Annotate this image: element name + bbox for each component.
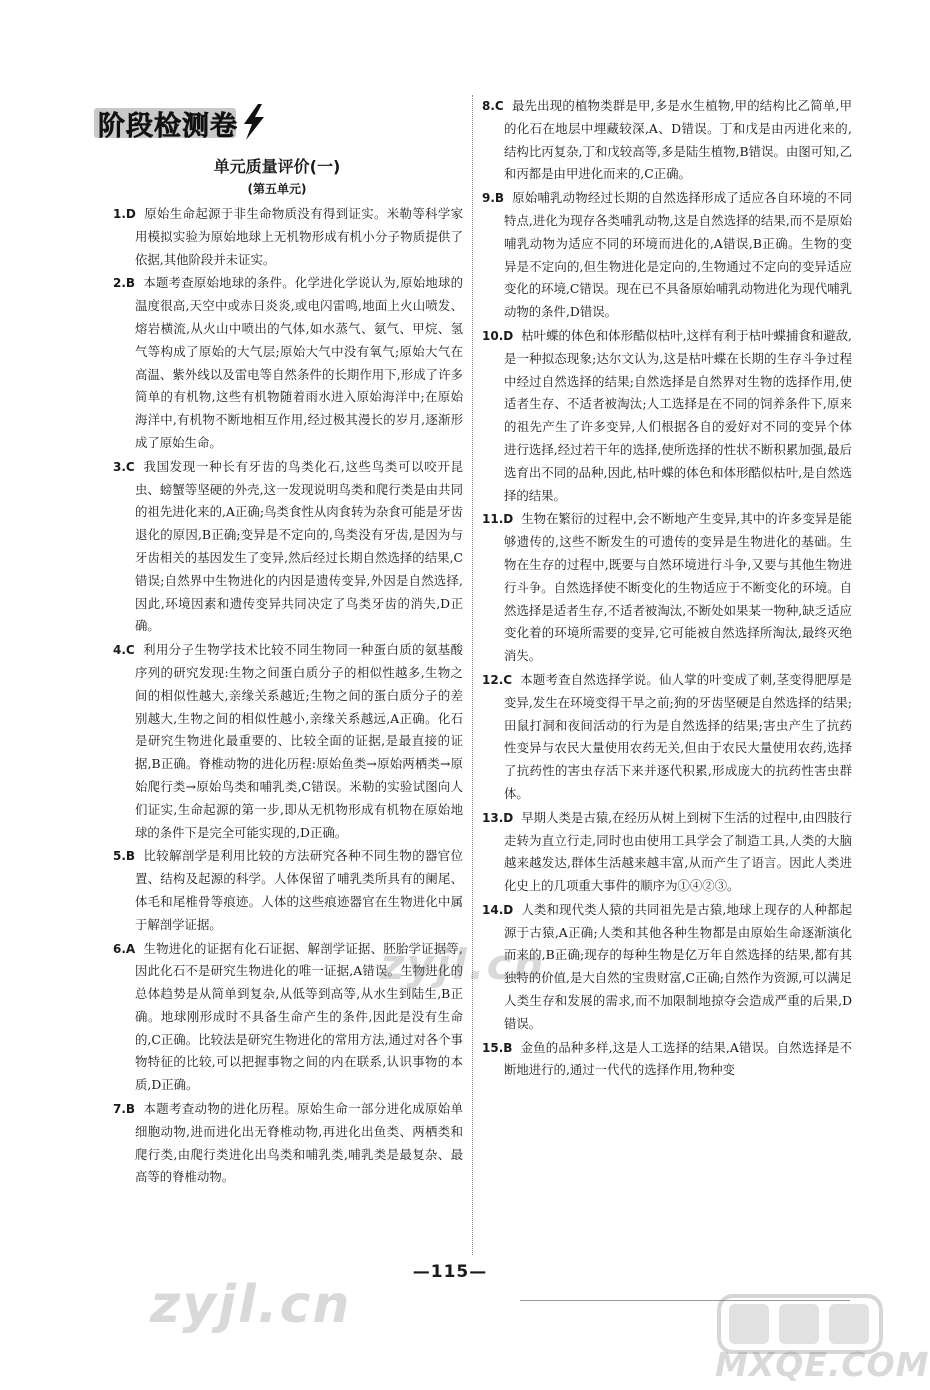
answer-item [113, 1098, 463, 1189]
answer-letter: D [503, 810, 514, 825]
section-header [92, 100, 272, 146]
watermark-mid: zyjl.cn [380, 940, 546, 989]
explanation-text: 最先出现的植物类群是甲,多是水生植物,甲的结构比乙简单,甲的化石在地层中埋藏较深,A、D错误。丁和戊是由丙进化来的,结构比丙复杂,丁和戊较高等,多是陆生植物,B错误。由图可知,乙和丙都是由甲进化而来的,C正确。 [504, 98, 852, 182]
answer-letter: D [503, 512, 514, 527]
answer-item [482, 669, 852, 806]
explanation-text: 生物进化的证据有化石证据、解剖学证据、胚胎学证据等,因此化石不是研究生物进化的唯一证据,A错误。生物进化的总体趋势是从简单到复杂,从低等到高等,从水生到陆生,B正确。地球刚形成时不具备生命产生的条件,因此是没有生命的,C正确。比较法是研究生物进化的常用方法,通过对各个事物特征的比较,可以把握事物之间的内在联系,认识事物的本质,D正确。 [135, 940, 463, 1093]
answer-letter: D [125, 207, 136, 221]
answer-letter: C [494, 99, 504, 113]
question-number: 6. [113, 941, 126, 956]
explanation-text: 本题考查自然选择学说。仙人掌的叶变成了刺,茎变得肥厚是变异,发生在环境变得干旱之前;狗的牙齿坚硬是自然选择的结果;田鼠打洞和夜间活动的行为是自然选择的结果;害虫产生了抗药性变异与农民大量使用农药无关,但由于农民大量使用农药,选择了抗药性的害虫存活下来并逐代积累,形成庞大的抗药性害虫群体。 [504, 671, 852, 801]
question-number: 13. [482, 810, 504, 825]
answer-item [482, 95, 852, 186]
question-number: 3. [113, 459, 126, 474]
answer-letter: C [125, 643, 135, 658]
question-number: 8. [482, 99, 495, 113]
question-number: 10. [482, 328, 504, 343]
answer-item [482, 1037, 852, 1083]
answer-letter: A [125, 941, 136, 956]
question-number: 12. [482, 672, 504, 687]
answer-item [113, 639, 463, 844]
section-subtitle: 单元质量评价(一) [213, 157, 341, 176]
explanation-text: 比较解剖学是利用比较的方法研究各种不同生物的器官位置、结构及起源的科学。人体保留了哺乳类所具有的阑尾、体毛和尾椎骨等痕迹。人体的这些痕迹器官在生物进化中属于解剖学证据。 [135, 848, 463, 932]
answer-item [482, 508, 852, 668]
explanation-text: 原始生命起源于非生命物质没有得到证实。米勒等科学家用模拟实验为原始地球上无机物形成有机小分子物质提供了依据,其他阶段并未证实。 [135, 206, 463, 267]
explanation-text: 金鱼的品种多样,这是人工选择的结果,A错误。自然选择是不断地进行的,通过一代代的选择作用,物种变 [504, 1039, 852, 1078]
question-number: 7. [113, 1102, 126, 1117]
answer-item [482, 325, 852, 507]
question-number: 15. [482, 1040, 504, 1055]
answer-item [113, 203, 463, 271]
lightning-icon [238, 104, 268, 140]
explanation-text: 人类和现代类人猿的共同祖先是古猿,地球上现存的人种都起源于古猿,A正确;人类和其他各种生物都是由原始生命逐渐演化而来的,B正确;现存的每种生物是亿万年自然选择的结果,都有其独特的价值,是大自然的宝贵财富,C正确;自然作为资源,可以满足人类生存和发展的需求,而不加限制地掠夺会造成严重的后果,D错误。 [504, 901, 852, 1031]
answer-item [482, 187, 852, 324]
watermark-url: MXQE.COM [715, 1345, 930, 1384]
answer-letter: D [503, 328, 514, 343]
explanation-text: 我国发现一种长有牙齿的鸟类化石,这些鸟类可以咬开昆虫、螃蟹等坚硬的外壳,这一发现说明鸟类和爬行类是由共同的祖先进化来的,A正确;鸟类食性从肉食转为杂食可能是牙齿退化的原因,B正确;变异是不定向的,鸟类没有牙齿,是因为与牙齿相关的基因发生了变异,然后经过长期自然选择的结果,C错误;自然界中生物进化的内因是遗传变异,外因是自然选择,因此,环境因素和遗传变异共同决定了鸟类牙齿的消失,D正确。 [135, 458, 463, 634]
question-number: 1. [113, 207, 126, 221]
answer-letter: B [503, 1040, 513, 1055]
answer-letter: C [503, 672, 513, 687]
answer-letter: B [125, 276, 136, 291]
question-number: 14. [482, 902, 504, 917]
explanation-text: 本题考查动物的进化历程。原始生命一部分进化成原始单细胞动物,进而进化出无脊椎动物,再进化出鱼类、两栖类和爬行类,由爬行类进化出鸟类和哺乳类,哺乳类是最复杂、最高等的脊椎动物。 [135, 1101, 463, 1185]
question-number: 9. [482, 191, 495, 206]
explanation-text: 早期人类是古猿,在经历从树上到树下生活的过程中,由四肢行走转为直立行走,同时也由使用工具学会了制造工具,人类的大脑越来越发达,群体生活越来越丰富,从而产生了语言。因此人类进化史上的几项重大事件的顺序为①④②③。 [504, 809, 852, 894]
question-number: 4. [113, 643, 126, 658]
page-title: 阶段检测卷 [98, 111, 238, 142]
answer-letter: D [503, 902, 514, 917]
answer-item [482, 807, 852, 898]
watermark-bottom-left: zyjl.cn [150, 1275, 352, 1335]
explanation-text: 本题考查原始地球的条件。化学进化学说认为,原始地球的温度很高,天空中或赤日炎炎,或电闪雷鸣,地面上火山喷发、熔岩横流,从火山中喷出的气体,如水蒸气、氨气、甲烷、氢气等构成了原始的大气层;原始大气中没有氧气;原始大气在高温、紫外线以及雷电等自然条件的长期作用下,形成了许多简单的有机物,这些有机物随着雨水进入原始海洋中;在原始海洋中,有机物不断地相互作用,经过极其漫长的岁月,逐渐形成了原始生命。 [135, 275, 463, 450]
explanation-text: 生物在繁衍的过程中,会不断地产生变异,其中的许多变异是能够遗传的,这些不断发生的可遗传的变异是生物进化的基础。生物在生存的过程中,既要与自然环境进行斗争,又要与其他生物进行斗争。自然选择使不断变化的生物适应于不断变化的环境。自然选择是适者生存,不适者被淘汰,不断处如果某一物种,缺乏适应变化着的环境所需要的变异,它可能被自然选择所淘汰,最终灭绝消失。 [504, 511, 852, 664]
explanation-text: 原始哺乳动物经过长期的自然选择形成了适应各自环境的不同特点,进化为现存各类哺乳动物,这是自然选择的结果,而不是原始哺乳动物为适应不同的环境而进化的,A错误,B正确。生物的变异是不定向的,但生物进化是定向的,生物通过不定向的变异适应变化的环境,C错误。现在已不具备原始哺乳动物进化为现代哺乳动物的条件,D错误。 [504, 190, 852, 320]
column-divider [472, 95, 473, 1255]
question-number: 5. [113, 849, 126, 864]
page-number: —115— [412, 1262, 488, 1282]
answer-letter: B [125, 849, 136, 864]
explanation-text: 利用分子生物学技术比较不同生物同一种蛋白质的氨基酸序列的研究发现:生物之间蛋白质分子的相似性越多,生物之间的相似性越大,亲缘关系越近;生物之间的蛋白质分子的差别越大,生物之间的相似性越小,亲缘关系越远,A正确。化石是研究生物进化最重要的、比较全面的证据,是最直接的证据,B正确。脊椎动物的进化历程:原始鱼类→原始两栖类→原始爬行类→原始鸟类和哺乳类,C错误。米勒的实验试图向人们证实,生命起源的第一步,即从无机物形成有机物在原始地球的条件下是完全可能实现的,D正确。 [135, 642, 463, 840]
answer-item [113, 456, 463, 638]
answer-letter: B [494, 191, 505, 206]
answer-item [113, 845, 463, 936]
answer-column-right [482, 95, 852, 1083]
answer-letter: B [125, 1102, 136, 1117]
answer-item [113, 272, 463, 454]
unit-label: (第五单元) [247, 182, 307, 196]
question-number: 2. [113, 276, 126, 291]
answer-letter: C [125, 459, 135, 474]
question-number: 11. [482, 512, 504, 527]
answer-column-left [113, 203, 463, 1190]
explanation-text: 枯叶蝶的体色和体形酷似枯叶,这样有利于枯叶蝶捕食和避敌,是一种拟态现象;达尔文认为,这是枯叶蝶在长期的生存斗争过程中经过自然选择的结果;自然选择是自然界对生物的选择作用,使适者生存、不适者被淘汰;人工选择是在不同的饲养条件下,原来的祖先产生了许多变异,人们根据各自的爱好对不同的变异个体进行选择,经过若干年的选择,使所选择的性状不断积累加强,最后选育出不同的品种,因此,枯叶蝶的体色和体形酷似枯叶,是自然选择的结果。 [504, 327, 852, 503]
